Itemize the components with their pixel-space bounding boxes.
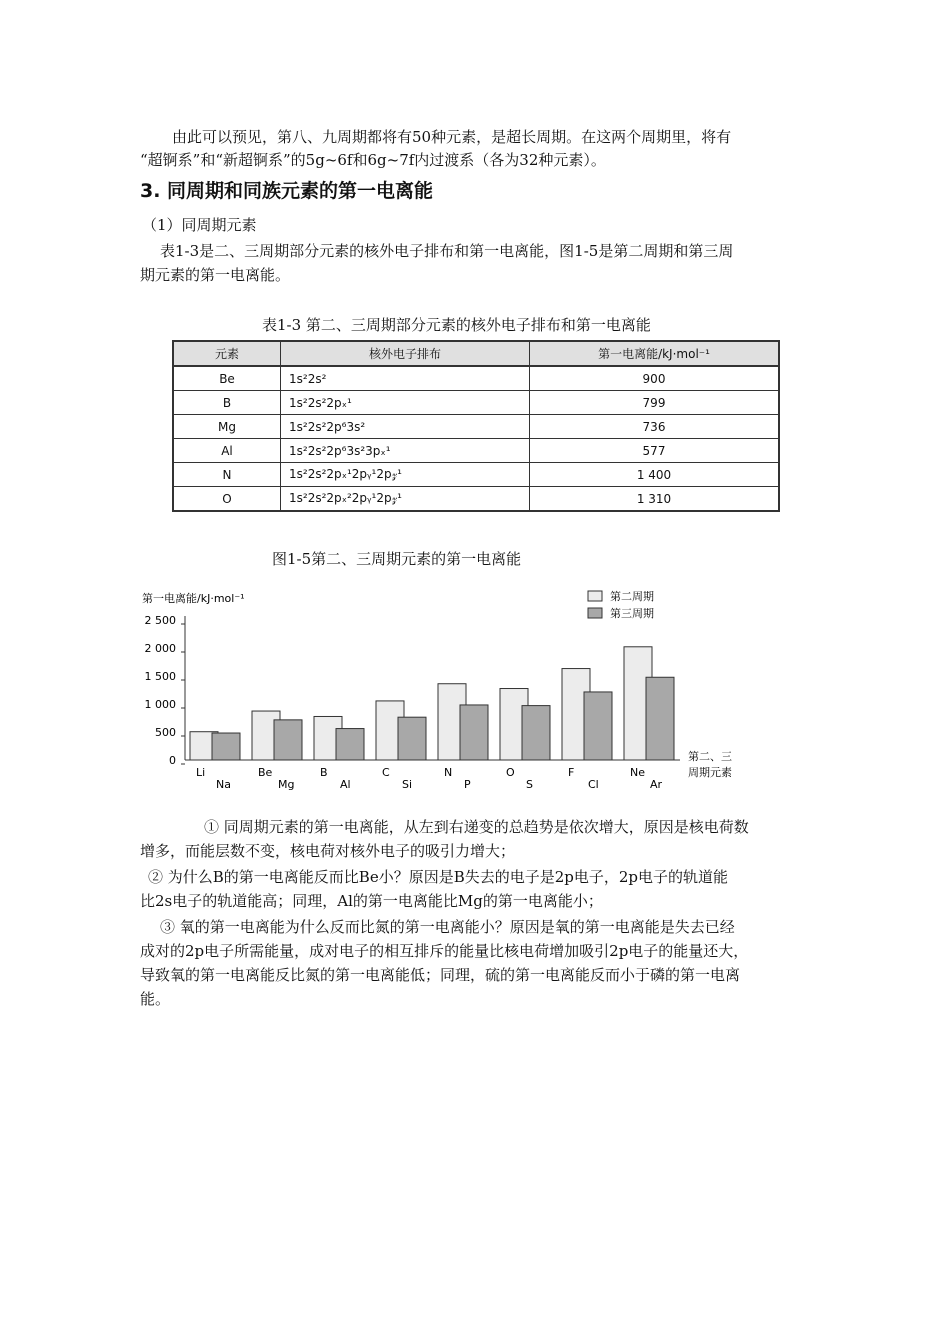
- cell-config: 1s²2s²2p⁶3s²3pₓ¹: [281, 439, 530, 463]
- bar-period3-Mg: [274, 720, 302, 760]
- y-tick-label: 1 000: [144, 698, 176, 711]
- subsection-title: （1）同周期元素: [142, 216, 257, 234]
- desc-line-1: 表1-3是二、三周期部分元素的核外电子排布和第一电离能，图1-5是第二周期和第三周: [160, 242, 734, 260]
- cell-config: 1s²2s²2pₓ¹2pᵧ¹2p𝓏¹: [281, 463, 530, 487]
- bar-period3-Ar: [646, 677, 674, 760]
- legend-label-period2: 第二周期: [610, 590, 654, 603]
- x-label-period3: P: [464, 778, 471, 791]
- x-axis-label-line-1: 第二、三: [688, 750, 732, 763]
- y-tick-marks: [181, 624, 185, 764]
- table-header-row: [173, 341, 779, 366]
- explanation-3-line-2: 成对的2p电子所需能量，成对电子的相互排斥的能量比核电荷增加吸引2p电子的能量还大，: [140, 942, 749, 960]
- cell-element: B: [173, 391, 281, 415]
- x-label-period3: Mg: [278, 778, 295, 791]
- electron-config-table: [172, 340, 780, 512]
- x-label-period3: S: [526, 778, 533, 791]
- table-row: [173, 463, 779, 487]
- intro-line-2: “超锕系”和“新超锕系”的5g~6f和6g~7f内过渡系（各为32种元素）。: [140, 151, 606, 169]
- cell-config: 1s²2s²: [281, 366, 530, 391]
- x-axis-labels: [196, 766, 663, 791]
- y-tick-label: 0: [169, 754, 176, 767]
- explanation-3-line-4: 能。: [140, 990, 171, 1008]
- cell-energy: 799: [530, 391, 780, 415]
- bar-period3-P: [460, 705, 488, 760]
- cell-config: 1s²2s²2pₓ¹: [281, 391, 530, 415]
- x-label-period3: Cl: [588, 778, 599, 791]
- table-row: [173, 391, 779, 415]
- x-label-period3: Na: [216, 778, 231, 791]
- y-tick-label: 500: [155, 726, 176, 739]
- x-label-period2: C: [382, 766, 390, 779]
- header-config: 核外电子排布: [281, 341, 530, 366]
- cell-element: N: [173, 463, 281, 487]
- legend-swatch-period2: [588, 591, 602, 601]
- explanation-1-line-1: ① 同周期元素的第一电离能，从左到右递变的总趋势是依次增大，原因是核电荷数: [204, 818, 749, 836]
- cell-energy: 900: [530, 366, 780, 391]
- legend-label-period3: 第三周期: [610, 607, 654, 620]
- bar-period3-S: [522, 706, 550, 760]
- x-label-period2: Ne: [630, 766, 645, 779]
- x-label-period2: O: [506, 766, 515, 779]
- x-label-period2: Be: [258, 766, 273, 779]
- cell-energy: 1 310: [530, 487, 780, 512]
- explanation-1-line-2: 增多，而能层数不变，核电荷对核外电子的吸引力增大；: [140, 842, 516, 860]
- cell-config: 1s²2s²2p⁶3s²: [281, 415, 530, 439]
- table-row: [173, 415, 779, 439]
- bar-period3-Al: [336, 729, 364, 760]
- cell-element: Be: [173, 366, 281, 391]
- x-label-period2: F: [568, 766, 575, 779]
- cell-config: 1s²2s²2pₓ²2pᵧ¹2p𝓏¹: [281, 487, 530, 512]
- bar-series: [190, 647, 674, 760]
- y-axis-ticks: [145, 614, 177, 767]
- table-row: [173, 439, 779, 463]
- x-label-period3: Si: [402, 778, 413, 791]
- explanation-2-line-1: ② 为什么B的第一电离能反而比Be小？原因是B失去的电子是2p电子，2p电子的轨道能: [148, 868, 729, 886]
- bar-period3-Cl: [584, 692, 612, 760]
- section-title: 3. 同周期和同族元素的第一电离能: [140, 180, 434, 202]
- explanation-3-line-3: 导致氧的第一电离能反比氮的第一电离能低；同理，硫的第一电离能反而小于磷的第一电离: [140, 966, 741, 984]
- explanation-2-line-2: 比2s电子的轨道能高；同理，Al的第一电离能比Mg的第一电离能小；: [140, 892, 603, 910]
- legend-swatch-period3: [588, 608, 602, 618]
- y-tick-label: 2 000: [144, 642, 176, 655]
- x-label-period2: Li: [196, 766, 206, 779]
- x-label-period2: N: [444, 766, 453, 779]
- intro-line-1: 由此可以预见，第八、九周期都将有50种元素，是超长周期。在这两个周期里，将有: [172, 128, 732, 146]
- desc-line-2: 期元素的第一电离能。: [140, 266, 291, 284]
- table-caption: 表1-3 第二、三周期部分元素的核外电子排布和第一电离能: [262, 316, 651, 334]
- table-row: [173, 487, 779, 512]
- cell-energy: 1 400: [530, 463, 780, 487]
- y-tick-label: 1 500: [144, 670, 176, 683]
- bar-period3-Na: [212, 733, 240, 760]
- explanation-3-line-1: ③ 氧的第一电离能为什么反而比氮的第一电离能小？原因是氧的第一电离能是失去已经: [160, 918, 735, 936]
- legend: [588, 589, 654, 620]
- x-label-period2: B: [320, 766, 328, 779]
- y-tick-label: 2 500: [144, 614, 176, 627]
- cell-energy: 736: [530, 415, 780, 439]
- cell-element: O: [173, 487, 281, 512]
- x-label-period3: Al: [340, 778, 351, 791]
- cell-element: Al: [173, 439, 281, 463]
- x-axis-label-line-2: 周期元素: [688, 766, 732, 779]
- table-row: [173, 366, 779, 391]
- header-energy: 第一电离能/kJ·mol⁻¹: [530, 341, 780, 366]
- cell-element: Mg: [173, 415, 281, 439]
- y-axis-label: 第一电离能/kJ·mol⁻¹: [142, 592, 245, 605]
- figure-caption: 图1-5第二、三周期元素的第一电离能: [272, 550, 522, 568]
- ionization-energy-chart: [140, 582, 780, 792]
- header-element: 元素: [173, 341, 281, 366]
- bar-period3-Si: [398, 717, 426, 760]
- cell-energy: 577: [530, 439, 780, 463]
- x-label-period3: Ar: [650, 778, 663, 791]
